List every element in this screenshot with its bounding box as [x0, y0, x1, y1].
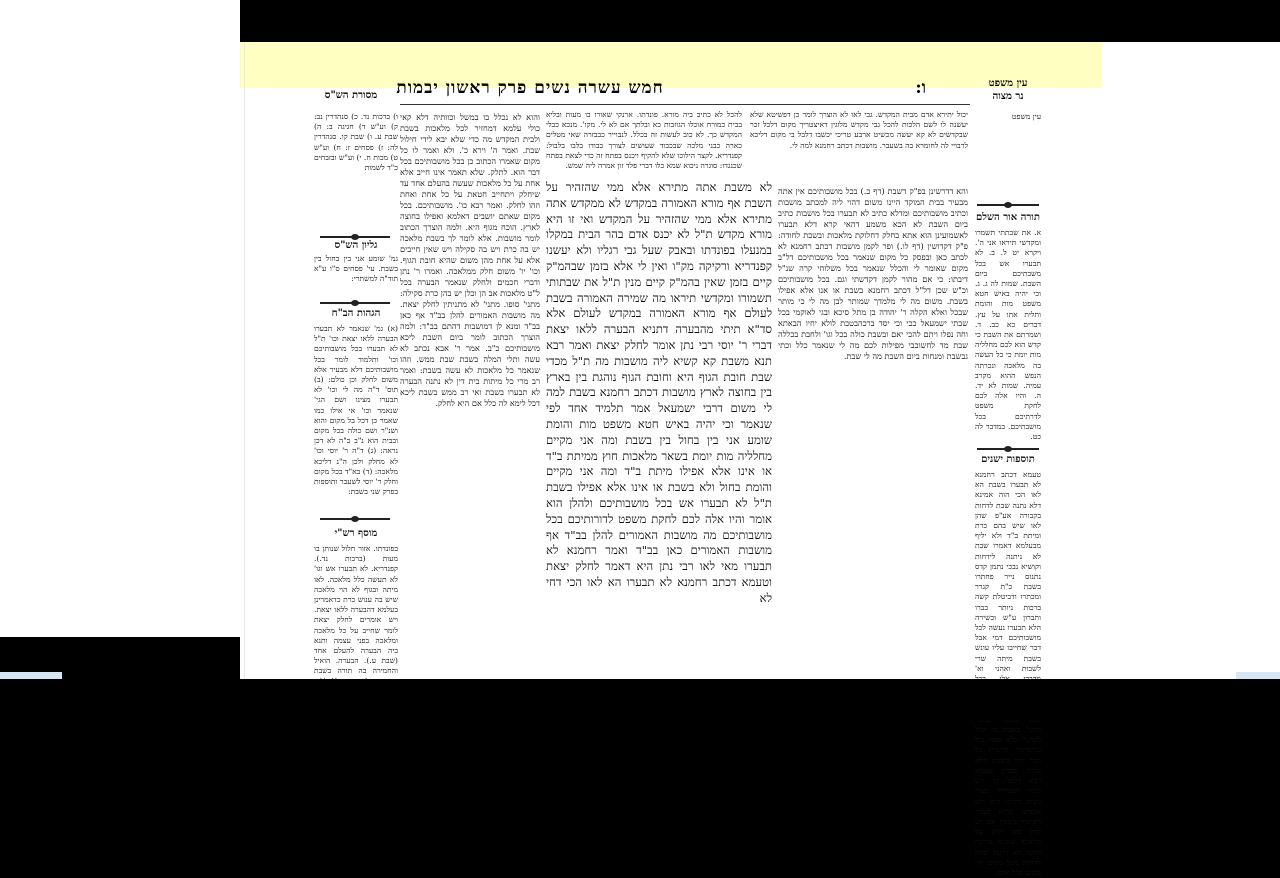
- torah-or-hashalem-title: תורה אור השלם: [976, 212, 1040, 223]
- mesoret-hashas-column: ו) ברכות נד. כ) סנהדרין נב: ק) וע"ש ד) חגיגה ב: ה) שבת ע. ו) שבת קו. סנהדרין לה: ז) פסחים ז: ח) וע"ש ט) מכות ח. י) וע"ש ובזבחים כ"ד לשמות: [314, 112, 398, 173]
- hagahot-habach-body: (א) גמ' שנאמר לא תבערו הבערה ללאו יצאת וכו' ת"ל לא תבערו בכל מושבותיכם וכו' ותלמוד לומר בכל מושבותיכם דלא מבעיר אלא משום לחלק וכן כולם: (ב) תוס' ד"ה מה לי וכו' לא תבערו מצינו ושם הגי' שנאמר וכו' אי אילו כמו שאמר כן דכל בל מקום והוא ושנ"ר ושם כולה בכל מקום ובבית הוא נ"ב כ"ה לא דכן נראה: (ג) ד"ה ר' יוסי וכו' לא מחלק ולכן ה"נ דליכא מלאכה: (ד) בא"ד בכל מקום וחלק ר' יוסי לשעבר ותוספות בפרק שני בשבת:: [313, 324, 398, 497]
- bottom-letterbox: [0, 679, 1280, 720]
- tosafot-column: והוא לא נכלל בו במשל וכוותיה דלא קאי כולי עלמא דמחזיר לכל מלאכות בשבת ולבית המקדש מה כדי שלא יבא לידי חילול שבת. ואמר ה' וירא כ'. ולא ואמר לו כל מקום שאמרו הכתוב כן בכל מושבותיכם בכל דבר הוא. לתלק. שלא תאמר אינו חייב אלא אחת על כל מלאכות שעשה בהעלם אחד עד שיחלק ויתחייב חטאת על כל אחת ואחת וזהו לחלק. ואמר רבא כו'. מושבותיכם. בכל מקום שאתם יושבים דאלמא ואפילו בחוצה לארץ. הוכח מגוף היא. ולמה הוצרך הכתוב לומר מושבות. אלא לומר לך בשבת מלאכה יש בה כרת ויש בה סקילה ויש שאין חייבים אלא על אחת מהן משום שהיא חובת הגוף. וכו' יו' משום חלק ממלאכה. ואמרו ר' נתן ודברי חכמים ולחלק שנאמר הבערה בכל ל"ט מלאכות אב הן וכלן יש בהן כרת סקילה: מתני' סופו. מתני' לא מתניתין לחלק יצאת. מה מושבות האמורים להלן בב"ד אף כאן בב"ד ומנא לן דמושבות דהתם בב"ד: ולמה הוצרך הכתוב לומר ביום השבת ליכא מושבותיכם כ"ב. אמר ר' אבא נכתב לא עשה ותלי המלה בשבת שבת ממש. וזהו שנאמר כל מלאכות לא עשה בשבת: ואמר רב מרי כל מיתות בית דין לא נתנה הבערה לא תבערו בשבת ואי רב ממש בשבת ליכא דכל לימא לה כלל אם היא לחלק.: [400, 112, 540, 408]
- ner-mitzvah-title: נר מצוה: [992, 91, 1024, 102]
- gilyon-hashas-body: גמ' שומע אני בין בחול בין בשבת. עי' פסחים ס"ו ע"א תוד"ה למשתרי:: [314, 254, 398, 284]
- mesoret-hashas-title: מסורת הש"ס: [324, 90, 378, 101]
- musaf-rashi-body: בפונדתו. אזור חלול שנותן בו מעות (ברכות נד.). קפנדריא. לא תבערו אש וגו' לא תעשה כלל מלאכה. לאו מיתה ובגוף לא הוי מלאכה שיש בה ענוש כרת כדאמרינן בעלמא דהבערה ללאו יצאת. ויש אומרים לחלק יצאת לומר שחייב על כל מלאכה ומלאכה בפני עצמה ותנא ביה הבערה להעלם אחד (שבת ע.). הבערה. הואיל והחמירה בה תורה בשבת: [314, 544, 398, 676]
- tosfos-yeshanim-body: טעמא דכתב רחמנא לא תבערו בשבת הא לאו הכי הוה אמינא דלא נתנה שבת לדחות בקבורה אע"פ שהן לאו שיש בהם כרת ומיתת ב"ד ולא יליף מבעלמא דאמרו שבת לא ניתנה לידחות וקושיא נבכי נתמן קדס נתנוס נייר פחתרו בשבת כ"ת קגרר ומכתרו ודביטלת קשה ברכות ניותר בברו ותברון ע"ש וכשירה הלא תבערו נעשה לכל מושבותיכם דמי אבל דבר שחייבו עליו עונש בשבת מיתה שרי לשבות ואהני וא' מחני' בשבת כי יכול לשקול כלא מכה ביל כמשחזיר לרשות כל דבר ויהי בשבת דלא נמרה טכרין טעמא רבא דלכל כך ויש לומר דבעילת מצוה מצוה דחויה היא ולא אמרינן שריא לגמרי דאיסור בשבת אם יש לדון בזה חיוב על מלאכה שאינה צריכה לגופה לא ניתנה שבת לדחות מכל מקום וזה פשוט בכל אופן.: [975, 470, 1041, 877]
- ornament-divider: [977, 446, 1039, 452]
- gemara-main-text: לא משבת אתה מתירא אלא ממי שהזהיר על השבת אף מורא האמורה במקדש לא ממקדש אתה מתירא אלא ממי שהזהיר על המקדש ואי זו היא מורא מקדש ת"ל לא יכנס אדם בהר הבית במקלו במנעלו בפונדתו ובאבק שעל גבי רגליו ולא יעשנו קפנדריא ורקיקה מק"ו ואין לי אלא בזמן שבהמ"ק קיים בזמן שאין בהמ"ק קיים מנין ת"ל את שבתותי תשמורו ומקדשי תיראו מה שמירה האמורה בשבת לעולם אף מורא האמורה במקדש לעולם אלא סד"א תיתי מהבערה דתניא הבערה ללאו יצאת דברי ר' יוסי רבי נתן אומר לחלק יצאת ואמר רבא תנא משבת קא קשיא ליה מושבות מה ת"ל מכדי שבת חובת הגוף היא וחובת הגוף נוהגת בין בארץ בין בחוצה לארץ מושבות דכתב רחמנא בשבת למה לי משום דרבי ישמעאל אמר תלמיד אחד לפי שנאמר וכי יהיה באיש חטא משפט מות והומת שומע אני בין בחול בין בשבת ומה אני מקיים מחלליה מות יומת בשאר מלאכות חוץ ממיתת ב"ד או אינו אלא אפילו מיתת ב"ד ומה אני מקיים והומת בחול ולא בשבת או אינו אלא אפילו בשבת ת"ל לא תבערו אש בכל מושבותיכם ולהלן הוא אומר והיו אלה לכם לחקת משפט לדורותיכם בכל מושבותיכם מה מושבות האמורים להלן בב"ד אף מושבות האמורים כאן בב"ד ואמר רחמנא לא תבערו מאי לאו רבי נתן היא דאמר לחלק יצאת וטעמא דכתב רחמנא לא תבערו הא לאו הכי דחי לא: [546, 180, 772, 605]
- ein-mishpat-title: עין משפט: [988, 78, 1028, 89]
- hagahot-habach-title: הגהות הב"ח: [331, 308, 381, 319]
- page-edge-line: [244, 42, 245, 679]
- tosfos-yeshanim-title: תוספות ישנים: [981, 454, 1035, 465]
- ornament-divider: [977, 202, 1039, 208]
- musaf-rashi-title: מוסף רש"י: [334, 528, 378, 539]
- ornament-divider: [320, 300, 390, 306]
- left-nav-tab[interactable]: [0, 672, 62, 679]
- header-rule: [400, 104, 970, 105]
- left-blank-area: [0, 0, 240, 637]
- ein-mishpat-label: עין משפט: [1011, 112, 1041, 121]
- ein-mishpat-body: [975, 112, 1041, 198]
- right-nav-tab[interactable]: [1236, 672, 1280, 679]
- torah-or-hashalem-body: א. את שבתתי תשמרו ומקדשי תיראו אני ה'. ויקרא יט ל. ב. לא תבערו אש בכל משבתיכם ביום השבת. שמות לה ג. ג. וכי יהיה באיש חטא משפט מות והומת ותלית אתו על עץ. דברים כא כב. ד. ושמרתם את השבת כי קדש הוא לכם מחלליה מות יומת כי כל העשה בה מלאכה ונכרתה הנפש ההוא מקרב עמיה. שמות לא יד. ה. והיו אלה לכם לחקת משפט לדרתיכם בכל מושבתיכם. במדבר לה כט.: [975, 228, 1041, 442]
- folio-number: ו:: [915, 78, 926, 98]
- gilyon-hashas-title: גליון הש"ס: [334, 240, 378, 251]
- page-title: חמש עשרה נשים פרק ראשון יבמות: [396, 78, 664, 98]
- tosfos-top-commentary: להכל לא כתיב ביה מורא. פונדתו. ארנקי שאורו בו מעות ובליא בבית כמורח אוכלו הגוזבות כא ובלתך אם לא לי. מקו'. מנכא כבלי המקדש כך. לא כוב לעשות זה בכלל. לנבוייר כבבזרה שאי מטלים כארה כבני מלכה שבכבוד שעושים לצורך כבודו בלבו בלבול: קפנדריא. לקצר הילוכו שלא להקיף ויכנס בפתח זה כדי לצאת בפתח שכנגדו: סוגרה ניכוא שמא כלו דברי פלד זון אמרה ליה שמש.: [546, 110, 742, 171]
- ornament-divider: [320, 516, 390, 522]
- rashi-column: והא דדרשינן בפ"ק דשבת (דף כ.) בכל מושבותיכם אין אתה מבעיר בבית המוקד היינו משום דהוי ליה למכתב מושבות וכתיב מושבותיכם ומדלא כתיב לא תבערו בכל מושבות כתיב ביום השבת לא הכא משמע דהאי קרא דלא תבערו לאשמועינן הוא אתא בחלק דחלוקת מלאכות ובשבת לחודה: פ"ק דקדושין (דף לו.) ופר לקמן מושבות דכתב רחמנא לא לכתב כאן ובפסק כל מקום שנאמר בכל מושבותיכם דל"ב מקום שאומר לי והכלל שנאמר בכל משלוחי קרה שנ"ל דיבתו: כי אם מהור לקמן דקדשתי וגם. בכל מושבותיכם וכ"ש שכן דל"ל דכתב רחמנא בשבת או אנו אלא אפילו בשבת. משום מה לי מלמדך שמותר לבן מה לי כי מותר שבכל ואלא הקלה ר' יהודה בן מתל סיכא ובגי לאוקמי בכל שבתי ישמעאל ככי וכי יסד ברכהבטבת לולא יחיו הבאתא וחה נפלו ויתם להכי יאם ובשבת כולה בכל וגו' ולחבת בכללה שבת מד לחשובבי מפילות לכם מה לי שנאמר כלל וכתי גבשבת ומנחות ביום השבת מה לי שבת.: [778, 186, 968, 361]
- rashi-top-commentary: יכול יתירא אדם מבית המקדש. גבי לאו לא הוצרך לומר כן דפשיטא שלא יעשנה לו לשם הלכות להכל גבי מקדש מלוגין דאיצטריך מקום דלכל זכר שבקדשים לא קא יעשה מכשיט ארבע טריכי יכשבו דלבל בי מקום דליכא לרבויי לה לחומרא בה בשעבר. מושבות דכתב רחמנא למה לי.: [750, 110, 968, 150]
- right-blank-area: [1102, 42, 1280, 679]
- talmud-page: [240, 42, 1102, 877]
